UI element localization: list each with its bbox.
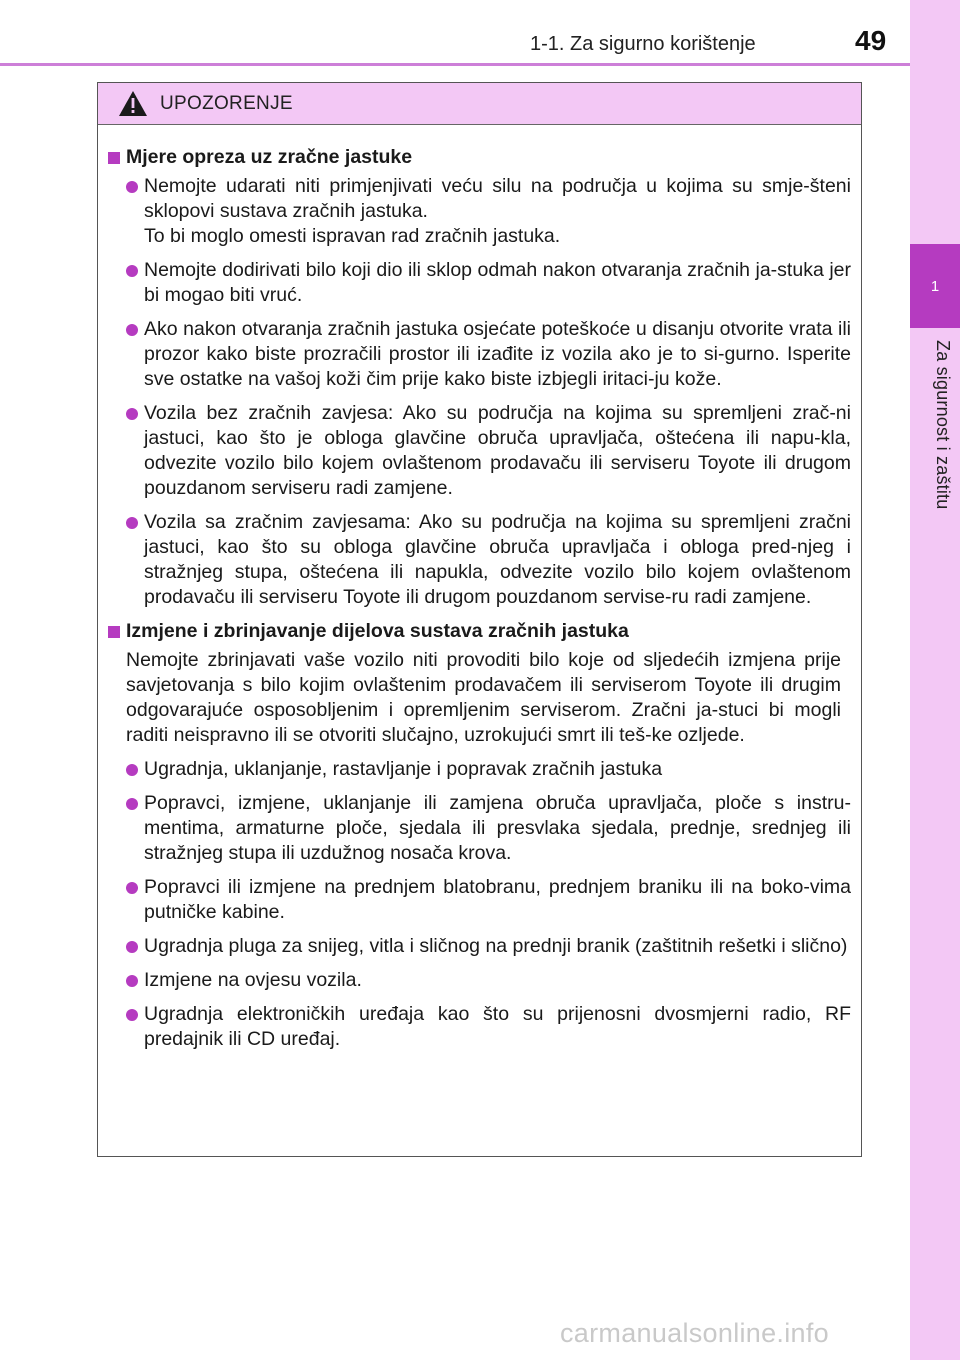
- square-bullet-icon: [108, 152, 120, 164]
- section-title: [108, 619, 851, 644]
- list-item: [126, 174, 851, 249]
- list-item: [126, 258, 851, 308]
- list-item-text: Ugradnja pluga za snijeg, vitla i sličnog na prednji branik (zaštitnih rešetki i slično): [144, 935, 848, 957]
- list-item: [126, 1002, 851, 1052]
- round-bullet-icon: [126, 408, 138, 420]
- page-number: 49: [855, 25, 887, 56]
- list-item: [126, 401, 851, 501]
- round-bullet-icon: [126, 324, 138, 336]
- list-item-text: Izmjene na ovjesu vozila.: [144, 969, 362, 991]
- round-bullet-icon: [126, 181, 138, 193]
- list-item-text: Popravci, izmjene, uklanjanje ili zamjena obruča upravljača, ploče s instru-mentima, armaturne ploče, sjedala ili presvlaka sjedala, prednje, srednjeg ili stražnjeg stupa ili uzdužnog nosača krova.: [144, 792, 851, 864]
- warning-body: [98, 125, 861, 1052]
- section-title-text: Mjere opreza uz zračne jastuke: [126, 146, 413, 168]
- list-item: [126, 791, 851, 866]
- header-rule: [0, 63, 910, 66]
- list-item-text: Ugradnja elektroničkih uređaja kao što su prijenosni dvosmjerni radio, RF predajnik ili CD uređaj.: [144, 1003, 851, 1050]
- watermark: carmanualsonline.info: [560, 1318, 829, 1348]
- list-item-text: Nemojte udarati niti primjenjivati veću silu na područja u kojima su smje-šteni sklopovi sustava zračnih jastuka.: [144, 175, 851, 222]
- warning-triangle-icon: [118, 90, 148, 117]
- round-bullet-icon: [126, 1009, 138, 1021]
- chapter-number-badge: [910, 244, 960, 328]
- round-bullet-icon: [126, 517, 138, 529]
- section-title: [108, 145, 851, 170]
- list-item: [126, 968, 851, 993]
- warning-header: [98, 83, 861, 125]
- list-item-text: Popravci ili izmjene na prednjem blatobranu, prednjem braniku ili na boko-vima putničke kabine.: [144, 876, 851, 923]
- list-item-text: Vozila sa zračnim zavjesama: Ako su područja na kojima su spremljeni zračni jastuci, kao što su obloga glavčine obruča upravljača i obloga pred-njeg i stražnjeg stupa, oštećena ili napukla, odvezite vozilo bilo kojem ovlaštenom prodavaču ili serviseru Toyote ili drugom pouzdanom servise-ru radi zamjene.: [144, 511, 851, 608]
- list-item-text: Ugradnja, uklanjanje, rastavljanje i popravak zračnih jastuka: [144, 758, 663, 780]
- list-item: [126, 875, 851, 925]
- round-bullet-icon: [126, 798, 138, 810]
- section-title-text: Izmjene i zbrinjavanje dijelova sustava zračnih jastuka: [126, 620, 629, 642]
- list-item: [126, 317, 851, 392]
- list-item-text: Ako nakon otvaranja zračnih jastuka osjećate poteškoće u disanju otvorite vrata ili prozor kako biste prozračili prostor ili izađite iz vozila ako je to si-gurno. Isperite sve ostatke na vašoj koži čim prije kako biste izbjegli iritaci-ju kože.: [144, 318, 851, 390]
- round-bullet-icon: [126, 941, 138, 953]
- section-label: 1-1. Za sigurno korištenje: [530, 33, 756, 55]
- square-bullet-icon: [108, 626, 120, 638]
- chapter-number: 1: [930, 277, 940, 295]
- chapter-side-tab: [910, 0, 960, 1360]
- round-bullet-icon: [126, 975, 138, 987]
- chapter-title: Za sigurnost i zaštitu: [933, 340, 953, 510]
- list-item-text: Vozila bez zračnih zavjesa: Ako su područja na kojima su spremljeni zrač-ni jastuci, kao što je obloga glavčine obruča upravljača, oštećena ili napu-kla, odvezite vozilo bilo kojem ovlaštenom prodavaču ili serviseru Toyote ili drugom pouzdanom serviseru radi zamjene.: [144, 402, 851, 499]
- warning-heading: UPOZORENJE: [160, 92, 293, 114]
- round-bullet-icon: [126, 882, 138, 894]
- round-bullet-icon: [126, 265, 138, 277]
- section-paragraph: Nemojte zbrinjavati vaše vozilo niti provoditi bilo koje od sljedećih izmjena prije savjetovanja s bilo kojim ovlaštenim prodavačem ili serviserom Toyote ili drugim odgovarajuće osposobljenim i opremljenim serviserom. Zračni ja-stuci bi mogli raditi neispravno ili se otvoriti slučajno, uzrokujući smrt ili teš-ke ozljede.: [126, 649, 841, 746]
- list-item: [126, 934, 851, 959]
- list-item: [126, 510, 851, 610]
- list-item-note: To bi moglo omesti ispravan rad zračnih jastuka.: [144, 225, 561, 247]
- round-bullet-icon: [126, 764, 138, 776]
- list-item: [126, 757, 851, 782]
- list-item-text: Nemojte dodirivati bilo koji dio ili sklop odmah nakon otvaranja zračnih ja-stuka jer bi mogao biti vruć.: [144, 259, 851, 306]
- warning-box: [97, 82, 862, 1157]
